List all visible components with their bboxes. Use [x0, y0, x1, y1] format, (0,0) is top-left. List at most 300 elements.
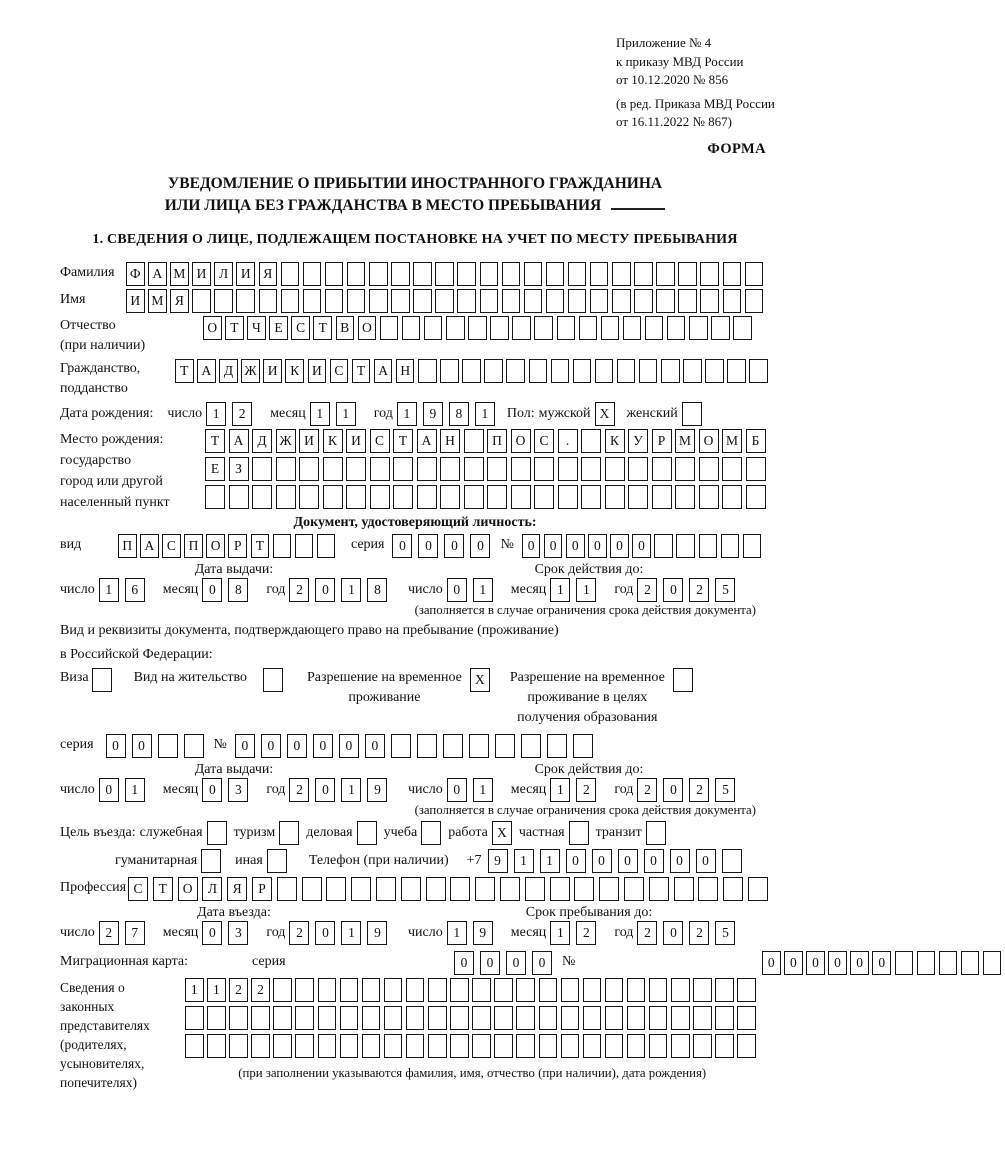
empty-cell[interactable] — [699, 485, 719, 509]
empty-cell[interactable] — [574, 877, 594, 901]
empty-cell[interactable] — [516, 1006, 535, 1030]
empty-cell[interactable] — [693, 978, 712, 1002]
empty-cell[interactable] — [295, 534, 314, 558]
empty-cell[interactable] — [516, 978, 535, 1002]
birth-year-boxes[interactable] — [397, 402, 501, 426]
empty-cell[interactable] — [464, 457, 484, 481]
char-cell[interactable]: 2 — [637, 921, 657, 945]
empty-cell[interactable] — [450, 877, 470, 901]
char-cell[interactable]: 0 — [663, 921, 683, 945]
empty-cell[interactable] — [605, 978, 624, 1002]
char-cell[interactable]: 1 — [99, 578, 119, 602]
char-cell[interactable]: 5 — [715, 921, 735, 945]
empty-cell[interactable] — [475, 877, 495, 901]
char-cell[interactable]: Я — [259, 262, 278, 286]
char-cell[interactable]: Ж — [241, 359, 260, 383]
empty-cell[interactable] — [462, 359, 481, 383]
empty-cell[interactable] — [715, 978, 734, 1002]
empty-cell[interactable] — [317, 534, 336, 558]
char-cell[interactable]: О — [203, 316, 222, 340]
purpose-gumanitarnaya-checkbox[interactable] — [201, 849, 221, 873]
char-cell[interactable]: А — [140, 534, 159, 558]
sex-male-checkbox[interactable] — [595, 402, 615, 426]
empty-cell[interactable] — [705, 359, 724, 383]
char-cell[interactable]: И — [263, 359, 282, 383]
empty-cell[interactable] — [472, 1006, 491, 1030]
char-cell[interactable]: 0 — [261, 734, 281, 758]
char-cell[interactable]: Е — [205, 457, 225, 481]
empty-cell[interactable] — [207, 1006, 226, 1030]
empty-cell[interactable] — [656, 262, 675, 286]
empty-cell[interactable] — [303, 289, 322, 313]
empty-cell[interactable] — [605, 457, 625, 481]
visa-checkbox[interactable] — [92, 668, 112, 692]
empty-cell[interactable] — [646, 821, 666, 845]
empty-cell[interactable] — [402, 316, 421, 340]
empty-cell[interactable] — [472, 978, 491, 1002]
char-cell[interactable]: И — [192, 262, 211, 286]
empty-cell[interactable] — [413, 262, 432, 286]
empty-cell[interactable] — [340, 1006, 359, 1030]
char-cell[interactable]: 2 — [99, 921, 119, 945]
empty-cell[interactable] — [347, 289, 366, 313]
empty-cell[interactable] — [722, 849, 742, 873]
empty-cell[interactable] — [346, 485, 366, 509]
residence-permit-checkbox[interactable] — [263, 668, 283, 692]
empty-cell[interactable] — [652, 457, 672, 481]
empty-cell[interactable] — [384, 1034, 403, 1058]
empty-cell[interactable] — [745, 289, 764, 313]
char-cell[interactable]: 8 — [449, 402, 469, 426]
permit-valid-month[interactable] — [550, 778, 602, 802]
empty-cell[interactable] — [229, 1034, 248, 1058]
char-cell[interactable]: 1 — [341, 921, 361, 945]
empty-cell[interactable] — [295, 1006, 314, 1030]
empty-cell[interactable] — [700, 262, 719, 286]
char-cell[interactable]: С — [534, 429, 554, 453]
empty-cell[interactable] — [158, 734, 178, 758]
empty-cell[interactable] — [573, 359, 592, 383]
char-cell[interactable]: 2 — [689, 921, 709, 945]
empty-cell[interactable] — [279, 821, 299, 845]
empty-cell[interactable] — [318, 1006, 337, 1030]
char-cell[interactable]: . — [558, 429, 578, 453]
empty-cell[interactable] — [743, 534, 762, 558]
empty-cell[interactable] — [605, 485, 625, 509]
empty-cell[interactable] — [370, 485, 390, 509]
char-cell[interactable]: Т — [153, 877, 173, 901]
empty-cell[interactable] — [418, 359, 437, 383]
empty-cell[interactable] — [380, 316, 399, 340]
char-cell[interactable]: О — [511, 429, 531, 453]
char-cell[interactable]: 0 — [506, 951, 526, 975]
char-cell[interactable]: Я — [170, 289, 189, 313]
empty-cell[interactable] — [417, 734, 437, 758]
empty-cell[interactable] — [746, 485, 766, 509]
char-cell[interactable]: 1 — [125, 778, 145, 802]
char-cell[interactable]: 0 — [592, 849, 612, 873]
empty-cell[interactable] — [534, 316, 553, 340]
empty-cell[interactable] — [568, 262, 587, 286]
empty-cell[interactable] — [236, 289, 255, 313]
doc-issue-month[interactable] — [202, 578, 254, 602]
empty-cell[interactable] — [557, 316, 576, 340]
char-cell[interactable]: Т — [352, 359, 371, 383]
char-cell[interactable]: У — [628, 429, 648, 453]
char-cell[interactable]: 0 — [828, 951, 847, 975]
empty-cell[interactable] — [628, 457, 648, 481]
char-cell[interactable]: З — [229, 457, 249, 481]
sex-female-checkbox[interactable] — [682, 402, 702, 426]
empty-cell[interactable] — [251, 1034, 270, 1058]
empty-cell[interactable] — [628, 485, 648, 509]
empty-cell[interactable] — [583, 1006, 602, 1030]
empty-cell[interactable] — [500, 877, 520, 901]
empty-cell[interactable] — [689, 316, 708, 340]
empty-cell[interactable] — [652, 485, 672, 509]
char-cell[interactable]: К — [285, 359, 304, 383]
char-cell[interactable]: 1 — [550, 778, 570, 802]
empty-cell[interactable] — [273, 534, 292, 558]
empty-cell[interactable] — [281, 262, 300, 286]
empty-cell[interactable] — [983, 951, 1002, 975]
representatives-row3[interactable] — [185, 1034, 759, 1058]
empty-cell[interactable] — [92, 668, 112, 692]
char-cell[interactable]: 0 — [339, 734, 359, 758]
representatives-row1[interactable] — [185, 978, 759, 1002]
empty-cell[interactable] — [581, 457, 601, 481]
empty-cell[interactable] — [581, 429, 601, 453]
empty-cell[interactable] — [325, 262, 344, 286]
char-cell[interactable]: 2 — [689, 778, 709, 802]
empty-cell[interactable] — [443, 734, 463, 758]
char-cell[interactable]: 0 — [202, 921, 222, 945]
char-cell[interactable]: 0 — [287, 734, 307, 758]
char-cell[interactable]: Т — [225, 316, 244, 340]
char-cell[interactable]: 2 — [229, 978, 248, 1002]
char-cell[interactable]: М — [148, 289, 167, 313]
empty-cell[interactable] — [435, 262, 454, 286]
char-cell[interactable]: 0 — [202, 578, 222, 602]
empty-cell[interactable] — [737, 978, 756, 1002]
char-cell[interactable]: 2 — [689, 578, 709, 602]
char-cell[interactable]: Л — [214, 262, 233, 286]
empty-cell[interactable] — [214, 289, 233, 313]
empty-cell[interactable] — [185, 1006, 204, 1030]
purpose-chastnaya-checkbox[interactable] — [569, 821, 589, 845]
char-cell[interactable]: Т — [251, 534, 270, 558]
birth-place-row1[interactable] — [205, 429, 769, 453]
doc-valid-month[interactable] — [550, 578, 602, 602]
empty-cell[interactable] — [281, 289, 300, 313]
char-cell[interactable]: 1 — [550, 921, 570, 945]
empty-cell[interactable] — [961, 951, 980, 975]
char-cell[interactable]: 0 — [315, 921, 335, 945]
birth-place-row2[interactable] — [205, 457, 769, 481]
empty-cell[interactable] — [511, 457, 531, 481]
char-cell[interactable]: 0 — [480, 951, 500, 975]
char-cell[interactable]: 0 — [132, 734, 152, 758]
char-cell[interactable]: 1 — [550, 578, 570, 602]
empty-cell[interactable] — [749, 359, 768, 383]
char-cell[interactable]: Д — [252, 429, 272, 453]
empty-cell[interactable] — [299, 457, 319, 481]
empty-cell[interactable] — [539, 1006, 558, 1030]
char-cell[interactable]: 1 — [310, 402, 330, 426]
empty-cell[interactable] — [401, 877, 421, 901]
empty-cell[interactable] — [645, 316, 664, 340]
empty-cell[interactable] — [259, 289, 278, 313]
empty-cell[interactable] — [201, 849, 221, 873]
char-cell[interactable]: 0 — [784, 951, 803, 975]
empty-cell[interactable] — [699, 534, 718, 558]
empty-cell[interactable] — [674, 877, 694, 901]
empty-cell[interactable] — [406, 1034, 425, 1058]
permit-number-boxes[interactable] — [235, 734, 599, 758]
empty-cell[interactable] — [569, 821, 589, 845]
char-cell[interactable]: 1 — [473, 778, 493, 802]
empty-cell[interactable] — [546, 289, 565, 313]
empty-cell[interactable] — [561, 1006, 580, 1030]
empty-cell[interactable] — [252, 485, 272, 509]
empty-cell[interactable] — [457, 262, 476, 286]
empty-cell[interactable] — [440, 359, 459, 383]
empty-cell[interactable] — [494, 978, 513, 1002]
empty-cell[interactable] — [546, 262, 565, 286]
empty-cell[interactable] — [362, 1034, 381, 1058]
empty-cell[interactable] — [506, 359, 525, 383]
char-cell[interactable]: 0 — [315, 778, 335, 802]
empty-cell[interactable] — [487, 485, 507, 509]
empty-cell[interactable] — [205, 485, 225, 509]
empty-cell[interactable] — [737, 1034, 756, 1058]
birth-day-boxes[interactable] — [206, 402, 258, 426]
char-cell[interactable]: 0 — [872, 951, 891, 975]
purpose-sluzhebnaya-checkbox[interactable] — [207, 821, 227, 845]
empty-cell[interactable] — [529, 359, 548, 383]
empty-cell[interactable] — [450, 1034, 469, 1058]
char-cell[interactable]: 9 — [367, 778, 387, 802]
permit-seriya-boxes[interactable] — [106, 734, 210, 758]
temp-permit-checkbox[interactable] — [470, 668, 490, 692]
char-cell[interactable]: X — [595, 402, 615, 426]
empty-cell[interactable] — [376, 877, 396, 901]
empty-cell[interactable] — [502, 289, 521, 313]
char-cell[interactable]: Р — [252, 877, 272, 901]
purpose-rabota-checkbox[interactable] — [492, 821, 512, 845]
empty-cell[interactable] — [295, 1034, 314, 1058]
empty-cell[interactable] — [624, 877, 644, 901]
empty-cell[interactable] — [601, 316, 620, 340]
empty-cell[interactable] — [561, 1034, 580, 1058]
empty-cell[interactable] — [393, 485, 413, 509]
empty-cell[interactable] — [192, 289, 211, 313]
empty-cell[interactable] — [480, 262, 499, 286]
citizenship-boxes[interactable] — [175, 359, 772, 383]
char-cell[interactable]: 0 — [444, 534, 464, 558]
char-cell[interactable]: 0 — [235, 734, 255, 758]
char-cell[interactable]: П — [487, 429, 507, 453]
empty-cell[interactable] — [502, 262, 521, 286]
char-cell[interactable]: 0 — [806, 951, 825, 975]
char-cell[interactable]: 2 — [576, 921, 596, 945]
empty-cell[interactable] — [421, 821, 441, 845]
empty-cell[interactable] — [649, 978, 668, 1002]
empty-cell[interactable] — [673, 668, 693, 692]
char-cell[interactable]: Ж — [276, 429, 296, 453]
empty-cell[interactable] — [325, 289, 344, 313]
empty-cell[interactable] — [534, 457, 554, 481]
empty-cell[interactable] — [683, 359, 702, 383]
empty-cell[interactable] — [667, 316, 686, 340]
empty-cell[interactable] — [627, 1006, 646, 1030]
empty-cell[interactable] — [318, 1034, 337, 1058]
empty-cell[interactable] — [627, 978, 646, 1002]
empty-cell[interactable] — [676, 534, 695, 558]
char-cell[interactable]: 8 — [228, 578, 248, 602]
empty-cell[interactable] — [484, 359, 503, 383]
empty-cell[interactable] — [318, 978, 337, 1002]
char-cell[interactable]: К — [605, 429, 625, 453]
empty-cell[interactable] — [299, 485, 319, 509]
char-cell[interactable]: Ч — [247, 316, 266, 340]
char-cell[interactable]: 1 — [540, 849, 560, 873]
empty-cell[interactable] — [748, 877, 768, 901]
empty-cell[interactable] — [568, 289, 587, 313]
empty-cell[interactable] — [480, 289, 499, 313]
char-cell[interactable]: 9 — [488, 849, 508, 873]
char-cell[interactable]: 7 — [125, 921, 145, 945]
stay-day[interactable] — [447, 921, 499, 945]
empty-cell[interactable] — [917, 951, 936, 975]
empty-cell[interactable] — [573, 734, 593, 758]
empty-cell[interactable] — [391, 262, 410, 286]
char-cell[interactable]: 0 — [532, 951, 552, 975]
empty-cell[interactable] — [590, 289, 609, 313]
edu-permit-checkbox[interactable] — [673, 668, 693, 692]
empty-cell[interactable] — [617, 359, 636, 383]
empty-cell[interactable] — [450, 1006, 469, 1030]
empty-cell[interactable] — [525, 877, 545, 901]
permit-valid-day[interactable] — [447, 778, 499, 802]
empty-cell[interactable] — [723, 262, 742, 286]
empty-cell[interactable] — [426, 877, 446, 901]
char-cell[interactable]: 0 — [470, 534, 490, 558]
empty-cell[interactable] — [295, 978, 314, 1002]
empty-cell[interactable] — [550, 877, 570, 901]
empty-cell[interactable] — [590, 262, 609, 286]
char-cell[interactable]: 0 — [447, 578, 467, 602]
char-cell[interactable]: Л — [202, 877, 222, 901]
char-cell[interactable]: С — [128, 877, 148, 901]
char-cell[interactable]: С — [330, 359, 349, 383]
char-cell[interactable]: О — [699, 429, 719, 453]
empty-cell[interactable] — [524, 289, 543, 313]
empty-cell[interactable] — [612, 289, 631, 313]
empty-cell[interactable] — [561, 978, 580, 1002]
birth-place-row3[interactable] — [205, 485, 769, 509]
empty-cell[interactable] — [457, 289, 476, 313]
permit-issue-day[interactable] — [99, 778, 151, 802]
empty-cell[interactable] — [347, 262, 366, 286]
surname-boxes[interactable] — [126, 262, 767, 286]
char-cell[interactable]: 0 — [106, 734, 126, 758]
char-cell[interactable]: Н — [396, 359, 415, 383]
char-cell[interactable]: 0 — [566, 849, 586, 873]
char-cell[interactable]: А — [374, 359, 393, 383]
char-cell[interactable]: 1 — [206, 402, 226, 426]
empty-cell[interactable] — [745, 262, 764, 286]
empty-cell[interactable] — [277, 877, 297, 901]
purpose-tranzit-checkbox[interactable] — [646, 821, 666, 845]
char-cell[interactable]: 9 — [423, 402, 443, 426]
empty-cell[interactable] — [391, 289, 410, 313]
phone-boxes[interactable] — [488, 849, 748, 873]
char-cell[interactable]: 0 — [610, 534, 629, 558]
permit-issue-month[interactable] — [202, 778, 254, 802]
empty-cell[interactable] — [733, 316, 752, 340]
char-cell[interactable]: 2 — [289, 578, 309, 602]
char-cell[interactable]: 0 — [418, 534, 438, 558]
empty-cell[interactable] — [539, 978, 558, 1002]
empty-cell[interactable] — [267, 849, 287, 873]
representatives-row2[interactable] — [185, 1006, 759, 1030]
char-cell[interactable]: В — [336, 316, 355, 340]
char-cell[interactable]: А — [148, 262, 167, 286]
empty-cell[interactable] — [721, 534, 740, 558]
empty-cell[interactable] — [326, 877, 346, 901]
empty-cell[interactable] — [384, 1006, 403, 1030]
char-cell[interactable]: О — [206, 534, 225, 558]
empty-cell[interactable] — [351, 877, 371, 901]
empty-cell[interactable] — [323, 485, 343, 509]
empty-cell[interactable] — [362, 1006, 381, 1030]
empty-cell[interactable] — [362, 978, 381, 1002]
empty-cell[interactable] — [939, 951, 958, 975]
empty-cell[interactable] — [715, 1006, 734, 1030]
char-cell[interactable]: 0 — [566, 534, 585, 558]
char-cell[interactable]: 0 — [618, 849, 638, 873]
empty-cell[interactable] — [511, 485, 531, 509]
migration-number-boxes[interactable] — [762, 951, 1005, 975]
profession-boxes[interactable] — [128, 877, 773, 901]
char-cell[interactable]: И — [126, 289, 145, 313]
purpose-inaya-checkbox[interactable] — [267, 849, 287, 873]
empty-cell[interactable] — [723, 289, 742, 313]
empty-cell[interactable] — [675, 457, 695, 481]
char-cell[interactable]: 0 — [315, 578, 335, 602]
char-cell[interactable]: К — [323, 429, 343, 453]
empty-cell[interactable] — [252, 457, 272, 481]
empty-cell[interactable] — [656, 289, 675, 313]
empty-cell[interactable] — [671, 1006, 690, 1030]
empty-cell[interactable] — [524, 262, 543, 286]
empty-cell[interactable] — [251, 1006, 270, 1030]
empty-cell[interactable] — [649, 877, 669, 901]
empty-cell[interactable] — [207, 1034, 226, 1058]
empty-cell[interactable] — [634, 262, 653, 286]
purpose-turizm-checkbox[interactable] — [279, 821, 299, 845]
empty-cell[interactable] — [693, 1034, 712, 1058]
char-cell[interactable]: 1 — [576, 578, 596, 602]
doc-number-boxes[interactable] — [522, 534, 765, 558]
char-cell[interactable]: И — [308, 359, 327, 383]
empty-cell[interactable] — [464, 429, 484, 453]
char-cell[interactable]: 8 — [367, 578, 387, 602]
empty-cell[interactable] — [539, 1034, 558, 1058]
name-boxes[interactable] — [126, 289, 767, 313]
char-cell[interactable]: 2 — [289, 778, 309, 802]
